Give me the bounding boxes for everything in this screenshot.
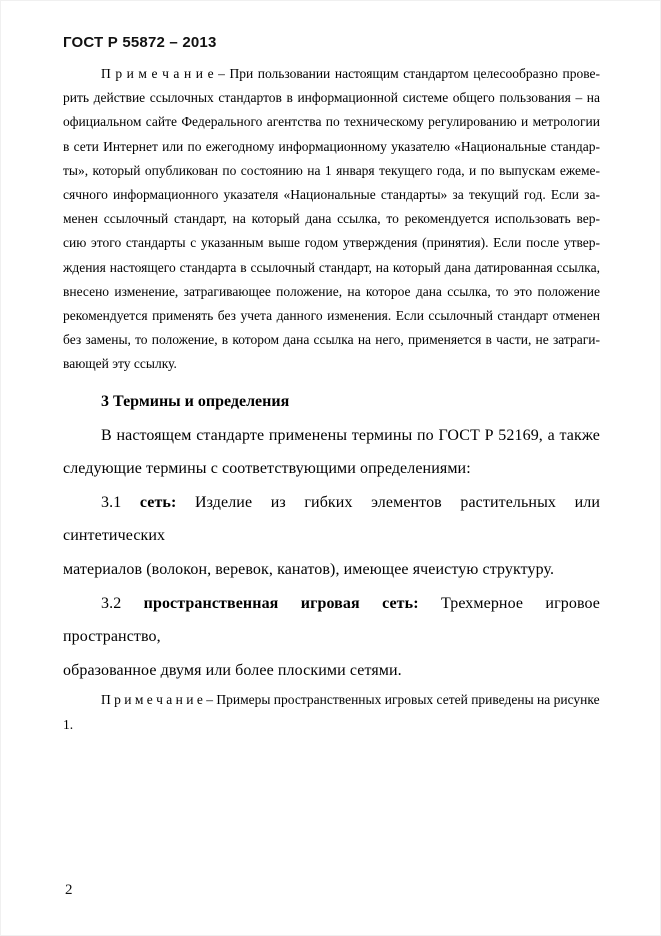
note-references [63,62,600,377]
text-line: следующие термины с соответствующими определениями: [63,460,471,478]
document-content [63,62,600,737]
text-line: ты», который опубликован по состоянию на 1 января текущего года, и по выпускам ежеме- [63,162,600,178]
text-line: внесено изменение, затрагивающее положение, на которое дана ссылка, то это положение [63,283,600,299]
term-3-2 [63,587,600,688]
note-figure [63,688,600,736]
text-line: сячного информационного указателя «Национальные стандарты» за текущий год. Если за- [63,187,600,203]
text-line: материалов (волокон, веревок, канатов), имеющее ячеистую структуру. [63,561,555,579]
text-line: 3.1 сеть: Изделие из гибких элементов растительных или синтетических [63,493,600,545]
section-heading-terms [63,390,600,414]
page-number: 2 [65,882,73,898]
text-line: официальном сайте Федерального агентства по техническому регулированию и метрологии [63,114,600,130]
text-line: в сети Интернет или по ежегодному информационному указателю «Национальные стандар- [63,138,600,154]
text-line: 3 Термины и определения [101,392,290,410]
text-line: менен ссылочный стандарт, на который дана ссылка, то рекомендуется использовать вер- [63,211,600,227]
text-line: рить действие ссылочных стандартов в информационной системе общего пользования – на [63,90,600,106]
text-line: 3.2 пространственная игровая сеть: Трехмерное игровое пространство, [63,594,600,646]
document-header-title: ГОСТ Р 55872 – 2013 [63,34,217,51]
text-line: образованное двумя или более плоскими сетями. [63,661,402,679]
terms-intro [63,419,600,486]
text-line: П р и м е ч а н и е – При пользовании настоящим стандартом целесообразно прове- [101,66,600,81]
text-line: вающей эту ссылку. [63,356,177,372]
term-3-1 [63,486,600,587]
text-line: ждения настоящего стандарта в ссылочный стандарт, на который дана датированная ссылка, [63,259,600,275]
text-line: В настоящем стандарте применены термины по ГОСТ Р 52169, а также [101,426,600,444]
text-line: без замены, то положение, в котором дана ссылка на него, применяется в части, не затраги- [63,332,600,348]
text-line: рекомендуется применять без учета данного изменения. Если ссылочный стандарт отменен [63,308,600,324]
text-line: П р и м е ч а н и е – Примеры пространственных игровых сетей приведены на рисунке 1. [63,692,600,732]
text-line: сию этого стандарты с указанным выше годом утверждения (принятия). Если после утвер- [63,235,600,251]
